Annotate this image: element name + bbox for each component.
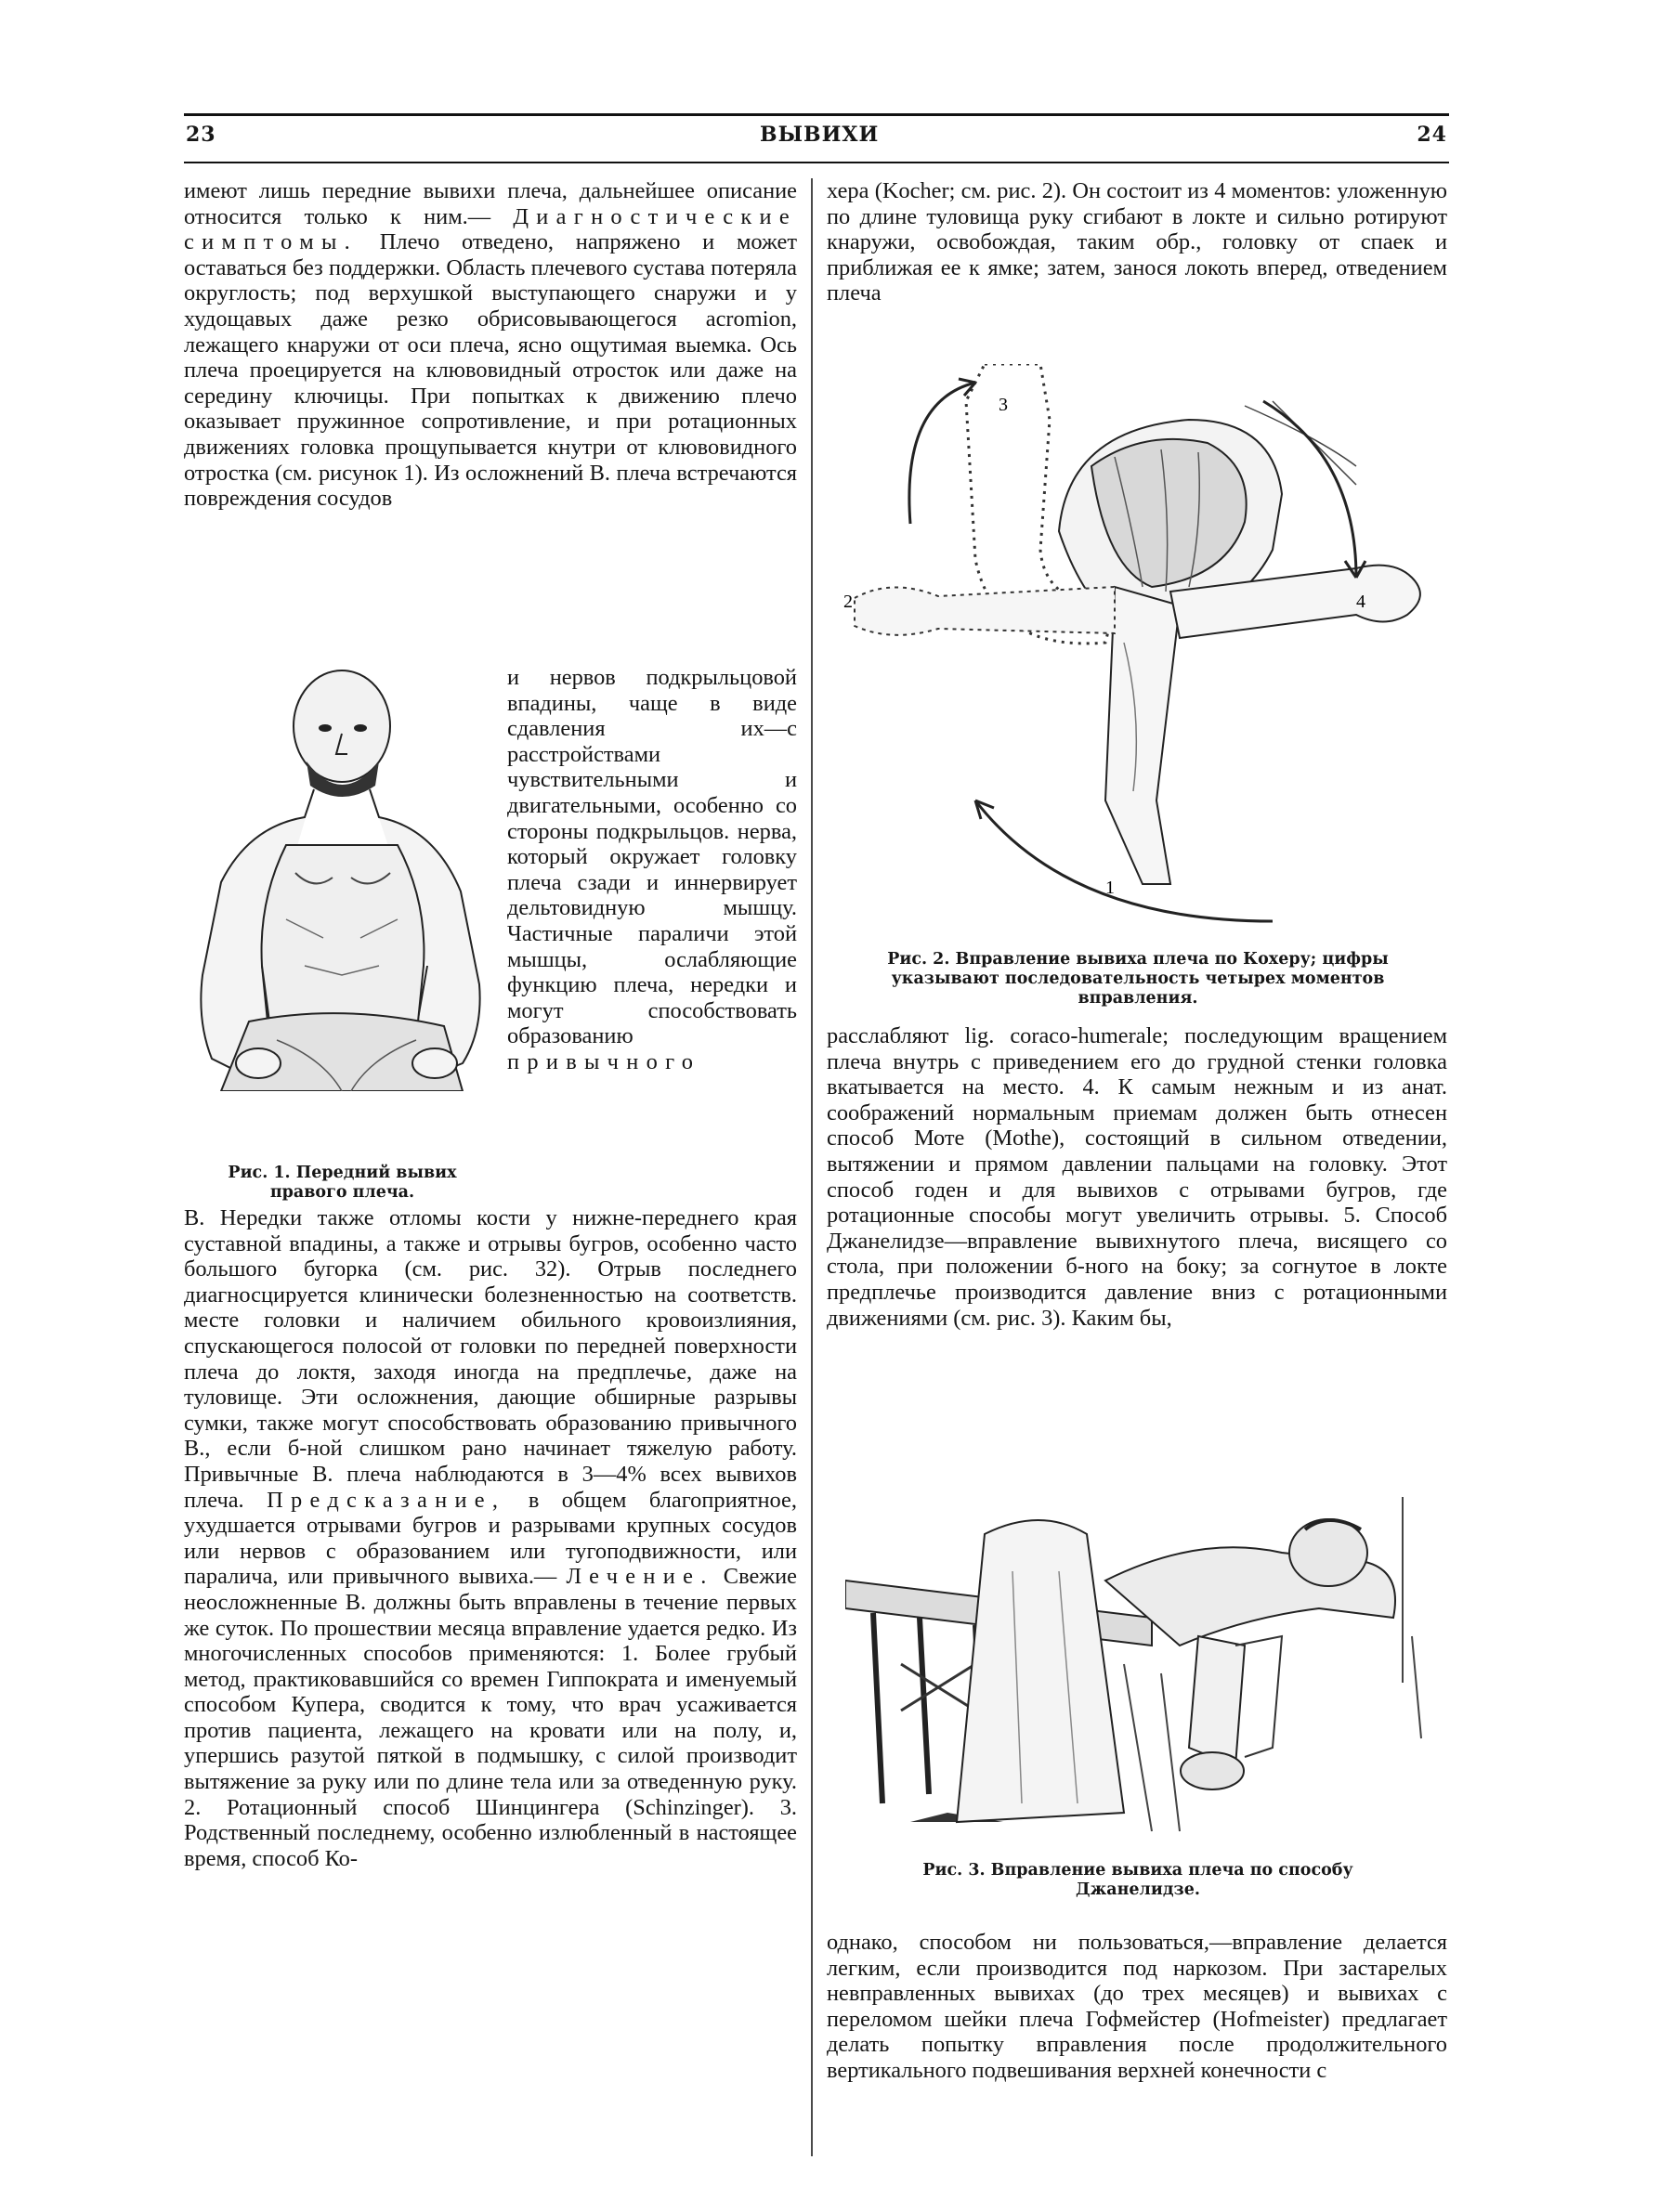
figure-2-illustration [836, 364, 1440, 932]
left-column-top [184, 178, 797, 512]
left-wrap-paragraph [507, 665, 797, 1075]
figure-2-label-2: 2 [843, 592, 853, 612]
left-intro-text: имеют лишь передние вывихи плеча, дальнейшее описание относится только к ним.— [184, 178, 797, 229]
page-number-right: 24 [1417, 123, 1447, 147]
left-wrap-text-a: и нервов подкрыльцовой впадины, чаще в виде сдавления их—с расстройствами чувствительными и двигательными, особенно со стороны подкрыльцов. нерва, который окружает головку плеча сзади и иннервирует дельтовидную мышцу. Частичные параличи этой мышцы, ослабляющие функцию плеча, нередки и могут способствовать образованию [507, 665, 797, 1049]
running-header [184, 123, 1449, 160]
figure-3-illustration [845, 1497, 1430, 1836]
figure-2-label-4: 4 [1356, 592, 1365, 612]
right-column-middle [827, 1023, 1447, 1331]
left-complications-text: В. Нередки также отломы кости у нижне-переднего края суставной впадины, а также и отрывы бугров, особенно часто большого бугорка (см. рис. 32). Отрыв последнего диагносцируется клинически болезненностью на соответств. месте головки и наличием обильного кровоизлияния, спускающегося полосой от головки по передней поверхности плеча до локтя, заходя иногда на предплечье, даже на туловище. Эти осложнения, дающие обширные разрывы сумки, также могут способствовать образованию привычного В., если б-ной слишком рано начинает тяжелую работу. Привычные В. плеча наблюдаются в 3—4% всех вывихов плеча. [184, 1205, 797, 1513]
figure-1-illustration [184, 669, 498, 1091]
figure-3 [845, 1497, 1430, 1836]
figure-3-caption: Рис. 3. Вправление вывиха плеча по способу Джанелидзе. [922, 1861, 1353, 1899]
figure-2-label-1: 1 [1105, 878, 1115, 898]
habitual-label: привычного [507, 1048, 701, 1074]
page-number-left: 23 [186, 123, 216, 147]
left-column-wrap [507, 665, 797, 1075]
page-title: ВЫВИХИ [760, 123, 880, 147]
prognosis-text: в общем благоприятное, ухудшается отрывами бугров и разрывами крупных сосудов или нервов с образованием или тугоподвижности, или паралича, или привычного вывиха.— [184, 1487, 797, 1590]
right-column-bottom [827, 1930, 1447, 2084]
right-column-top [827, 178, 1447, 306]
left-column-bottom [184, 1205, 797, 1871]
header-bottom-rule [184, 162, 1449, 163]
left-paragraph-2 [184, 1205, 797, 1871]
figure-1 [184, 669, 498, 1091]
diagnostic-symptoms-heading: Диагностические симптомы. [184, 203, 797, 255]
diagnostic-symptoms-text: Плечо отведено, напряжено и может оставаться без поддержки. Область плечевого сустава потеряла округлость; под верхушкой выступающего снаружи и у худощавых даже резко обрисовывающегося acromion, лежащего кнаружи от оси плеча, ясно ощутимая выемка. Ось плеча проецируется на клювовидный отросток или даже на середину ключицы. При попытках к движению плечо оказывает пружинное сопротивление, и при ротационных движениях головка прощупывается кнутри от клювовидного отростка (см. рисунок 1). Из осложнений В. плеча встречаются повреждения сосудов [184, 229, 797, 512]
hofmeister-text: однако, способом ни пользоваться,—вправление делается легким, если производится под наркозом. При застарелых невправленных вывихах (до трех месяцев) и вывихах с переломом шейки плеча Гофмейстер (Hofmeister) предлагает делать попытку вправления после продолжительного вертикального подвешивания верхней конечности с [827, 1930, 1447, 2083]
left-paragraph-1 [184, 178, 797, 512]
kocher-method-text: хера (Kocher; см. рис. 2). Он состоит из 4 моментов: уложенную по длине туловища руку сгибают в локте и сильно ротируют кнаружи, освобождая, таким обр., головку от спаек и приближая ее к ямке; затем, занося локоть вперед, отведением плеча [827, 178, 1447, 306]
column-divider [811, 178, 813, 2156]
figure-2-caption: Рис. 2. Вправление вывиха плеча по Кохеру; цифры указывают последовательность четырех моментов вправления. [887, 950, 1389, 1008]
prognosis-heading: Предсказание, [267, 1487, 506, 1513]
figure-2 [836, 364, 1440, 932]
figure-1-caption: Рис. 1. Передний вывих правого плеча. [228, 1164, 457, 1202]
mothe-dzhanelidze-text: расслабляют lig. coraco-humerale; последующим вращением плеча внутрь с приведением его до грудной стенки головка вкатывается на место. 4. К самым нежным и из анат. соображений нормальным приемам должен быть отнесен способ Моте (Mothe), состоящий в сильном отведении, вытяжении и прямом давлении пальцами на головку. Этот способ годен и для вывихов с отрывами бугров, где ротационные способы могут увеличить отрывы. 5. Способ Джанелидзе—вправление вывихнутого плеча, висящего со стола, при положении б-ного на боку; за согнутое в локте предплечье производится давление вниз с ротационными движениями (см. рис. 3). Каким бы, [827, 1023, 1447, 1331]
header-top-rule [184, 113, 1449, 116]
figure-2-label-3: 3 [999, 395, 1008, 415]
treatment-heading: Лечение. [566, 1564, 714, 1590]
treatment-text: Свежие неосложненные В. должны быть вправлены в течение первых же суток. По прошествии месяца вправление удается редко. Из многочисленных способов применяются: 1. Более грубый метод, практиковавшийся со времен Гиппократа и именуемый способом Купера, сводится к тому, что врач усаживается против пациента, лежащего на кровати или на полу, и, упершись разутой пяткой в подмышку, с силой производит вытяжение за руку или по длине тела или за отведенную руку. 2. Ротационный способ Шинцингера (Schinzinger). 3. Родственный последнему, особенно излюбленный в настоящее время, способ Ко- [184, 1564, 797, 1871]
